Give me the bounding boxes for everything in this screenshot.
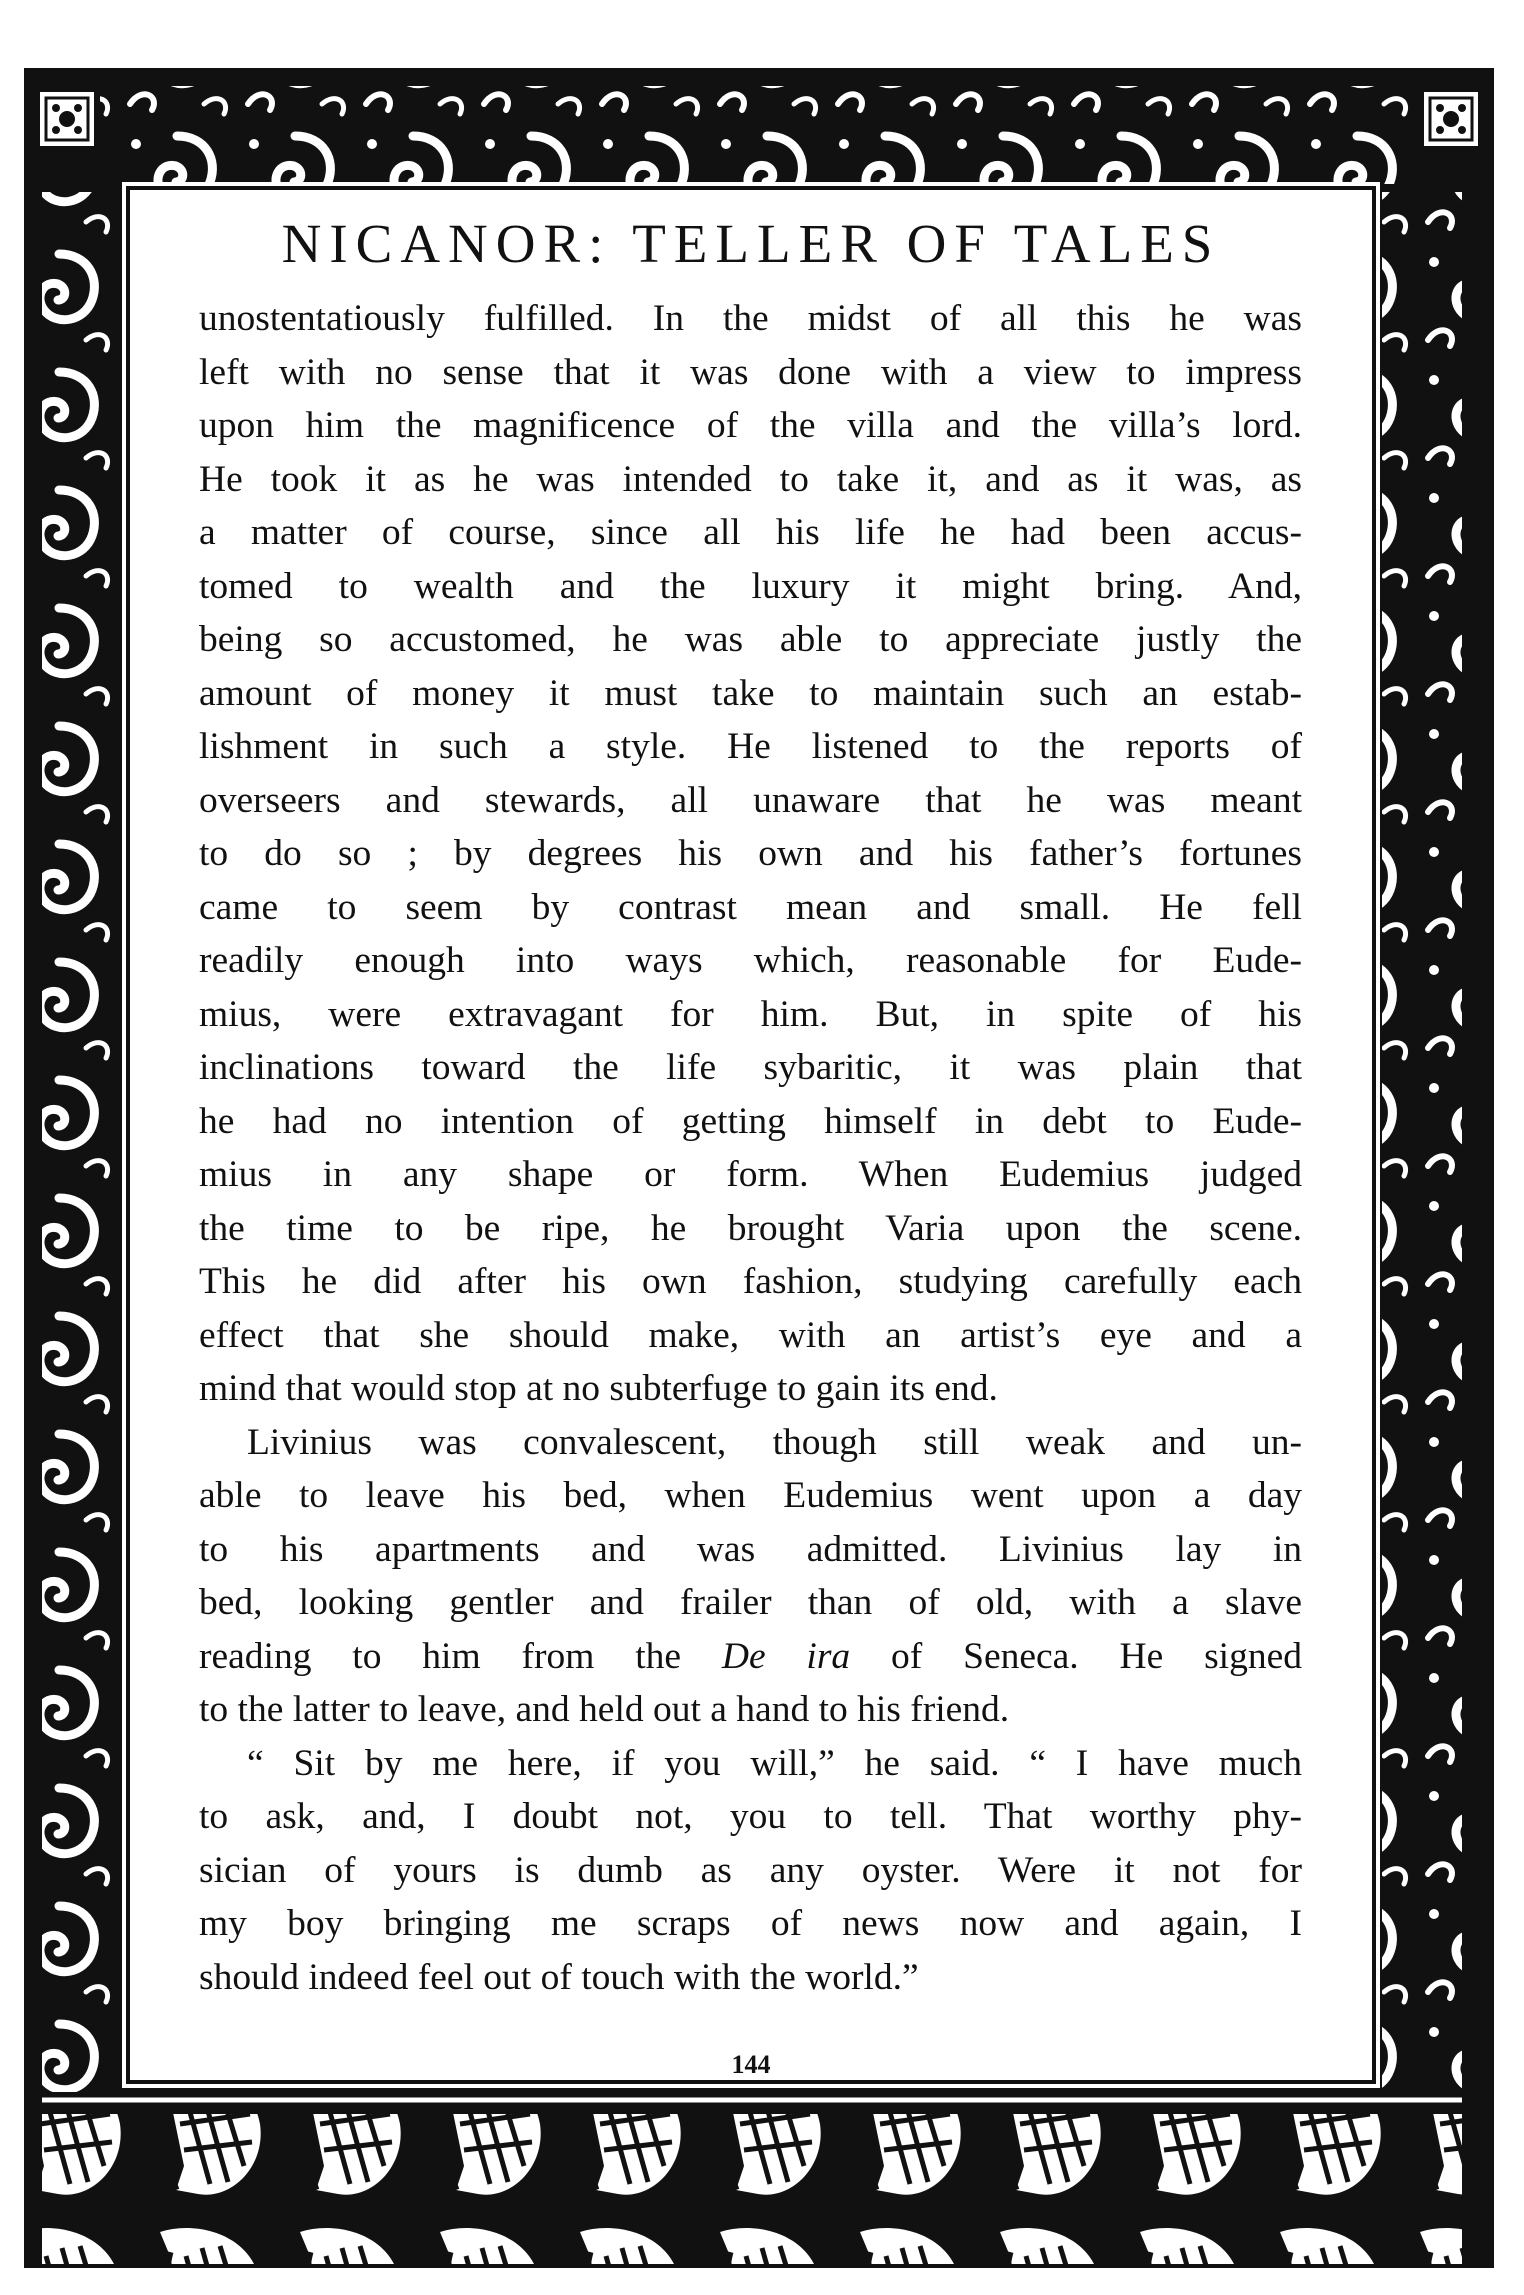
text-line: effect that she should make, with an artist’s eye and a	[199, 1314, 1302, 1356]
text-line: amount of money it must take to maintain such an estab-	[199, 672, 1302, 714]
text-line: mind that would stop at no subterfuge to gain its end.	[199, 1368, 998, 1409]
text-line: readily enough into ways which, reasonable for Eude-	[199, 940, 1302, 981]
text-line: he had no intention of getting himself in debt to Eude-	[199, 1100, 1302, 1142]
rosette-icon	[38, 90, 96, 148]
text-line: my boy bringing me scraps of news now and again, I	[199, 1903, 1302, 1944]
text-line: unostentatiously fulfilled. In the midst of all this he was	[199, 298, 1302, 339]
text-line: bed, looking gentler and frailer than of old, with a slave	[199, 1582, 1302, 1623]
text-line: to the latter to leave, and held out a hand to his friend.	[199, 1689, 1010, 1730]
text-line: the time to be ripe, he brought Varia upon the scene.	[199, 1207, 1302, 1249]
text-line: being so accustomed, he was able to appreciate justly the	[199, 619, 1302, 660]
text-line: tomed to wealth and the luxury it might bring. And,	[199, 565, 1302, 607]
text-line: inclinations toward the life sybaritic, it was plain that	[199, 1047, 1302, 1088]
text-line: to do so ; by degrees his own and his father’s fortunes	[199, 833, 1302, 874]
page-number: 144	[731, 2050, 771, 2079]
running-head: NICANOR: TELLER OF TALES	[281, 213, 1221, 274]
text-line: He took it as he was intended to take it, and as it was, as	[199, 458, 1302, 500]
text-line: to ask, and, I doubt not, you to tell. That worthy phy-	[199, 1796, 1302, 1837]
text-line: to his apartments and was admitted. Livinius lay in	[199, 1528, 1302, 1570]
text-line: left with no sense that it was done with a view to impress	[199, 351, 1302, 393]
text-line: This he did after his own fashion, studying carefully each	[199, 1261, 1302, 1302]
text-line: mius, were extravagant for him. But, in spite of his	[199, 993, 1302, 1035]
body-text	[199, 292, 1302, 2004]
text-line: Livinius was convalescent, though still weak and un-	[247, 1421, 1302, 1463]
text-line: overseers and stewards, all unaware that he was meant	[199, 779, 1302, 821]
text-panel	[130, 190, 1372, 2080]
text-line: able to leave his bed, when Eudemius went upon a day	[199, 1475, 1302, 1516]
text-line: sician of yours is dumb as any oyster. Were it not for	[199, 1849, 1302, 1891]
text-line: reading to him from the De ira of Seneca. He signed	[199, 1635, 1302, 1677]
text-line: upon him the magnificence of the villa and the villa’s lord.	[199, 405, 1302, 446]
text-line: came to seem by contrast mean and small. He fell	[199, 886, 1302, 928]
rosette-icon	[1422, 90, 1480, 148]
text-line: lishment in such a style. He listened to the reports of	[199, 726, 1302, 767]
text-line: mius in any shape or form. When Eudemius judged	[199, 1154, 1302, 1195]
text-line: should indeed feel out of touch with the world.”	[199, 1956, 919, 1998]
text-line: a matter of course, since all his life he had been accus-	[199, 512, 1302, 553]
text-line: “ Sit by me here, if you will,” he said. “ I have much	[247, 1742, 1302, 1784]
